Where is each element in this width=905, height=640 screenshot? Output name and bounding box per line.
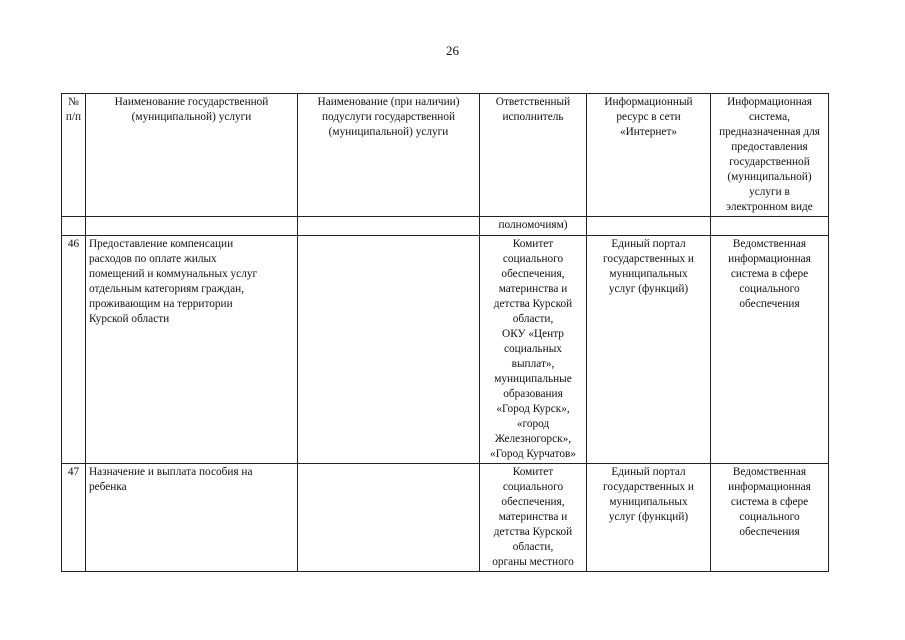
cell-line: расходов по оплате жилых [89,253,217,265]
cell-line: услуг (функций) [608,511,689,523]
cell-line: муниципальных [609,496,688,508]
header-num [62,94,86,217]
header-information-system [711,94,829,217]
cell-line: «Интернет» [619,126,678,138]
cell-line: электронном виде [726,201,813,213]
cell-line: Ответственный [495,96,571,108]
cell-line: обеспечения, [501,268,565,280]
services-table [61,93,829,572]
row-service-name [86,236,298,464]
cell-line: Информационная [727,96,812,108]
cell-line: муниципальных [609,268,688,280]
cell-line: выплат», [511,358,555,370]
cell-line: подуслуги государственной [321,111,456,123]
continuation-row [62,217,829,236]
cell-line: система, [749,111,790,123]
header-executor [480,94,587,217]
cell-line: (муниципальной) услуги [328,126,449,138]
table-header-row [62,94,829,217]
cell-line: отдельным категориям граждан, [89,283,245,295]
cell-line: информационная [728,253,811,265]
cell-line: детства Курской [493,526,573,538]
cell-line: система в сфере [730,268,809,280]
cell-line: муниципальные [494,373,572,385]
cell-line: п/п [65,111,82,123]
cell-line: государственной [729,156,810,168]
cell-line: помещений и коммунальных услуг [89,268,258,280]
cell-line: обеспечения [739,298,800,310]
cell-line: услуги в [749,186,790,198]
cell-line: области, [512,541,554,553]
cell-line: предназначенная для [719,126,820,138]
cell-line: предоставления [731,141,808,153]
cell-line: материнства и [498,511,568,523]
cell-line: органы местного [492,556,574,568]
row-num: 46 [62,236,86,464]
cell-line: «город [516,418,550,430]
cell-line: социального [502,253,564,265]
header-internet-resource [587,94,711,217]
cell-line: социального [739,511,800,523]
row-service-name [86,464,298,572]
cell-line: материнства и [498,283,568,295]
cell-line: (муниципальной) [727,171,812,183]
cell-line: социального [739,283,800,295]
cell-line: ребенка [89,481,127,493]
row-subservice [298,236,480,464]
row-subservice [298,464,480,572]
cell-line: Единый портал [611,466,686,478]
cell-line: обеспечения, [501,496,565,508]
table-row [62,464,829,572]
cell-line: государственных и [603,481,694,493]
cell-line: Железногорск», [494,433,572,445]
cell-line: области, [512,313,554,325]
cell-line: Наименование государственной [114,96,269,108]
continuation-executor: полномочиям) [480,217,587,236]
cell-line: информационная [728,481,811,493]
cell-line: Комитет [512,466,554,478]
row-internet-resource [587,236,711,464]
header-subservice [298,94,480,217]
page-number: 26 [446,43,459,58]
cell-line: социальных [504,343,562,355]
row-information-system [711,464,829,572]
cell-line: обеспечения [739,526,800,538]
cell-line: услуг (функций) [608,283,689,295]
cell-line: проживающим на территории [89,298,233,310]
cell-line: Ведомственная [732,466,807,478]
cell-line: образования [503,388,563,400]
cell-line: Комитет [512,238,554,250]
cell-line: исполнитель [502,111,564,123]
cell-line: ресурс в сети [616,111,681,123]
cell-line: № [68,96,79,108]
cell-line: «Город Курск», [496,403,570,415]
cell-line: Информационный [604,96,693,108]
cell-line: государственных и [603,253,694,265]
cell-line: Назначение и выплата пособия на [89,466,253,478]
row-internet-resource [587,464,711,572]
row-executor [480,464,587,572]
cell-line: Ведомственная [732,238,807,250]
cell-line: (муниципальной) услуги [131,111,252,123]
row-information-system [711,236,829,464]
cell-line: Единый портал [611,238,686,250]
header-service-name [86,94,298,217]
cell-line: «Город Курчатов» [490,448,576,460]
row-executor [480,236,587,464]
cell-line: Предоставление компенсации [89,238,234,250]
cell-line: детства Курской [493,298,573,310]
cell-line: социального [502,481,564,493]
cell-line: система в сфере [730,496,809,508]
cell-line: Курской области [89,313,170,325]
row-num: 47 [62,464,86,572]
cell-line: ОКУ «Центр [502,328,564,340]
table-row [62,236,829,464]
cell-line: Наименование (при наличии) [317,96,460,108]
